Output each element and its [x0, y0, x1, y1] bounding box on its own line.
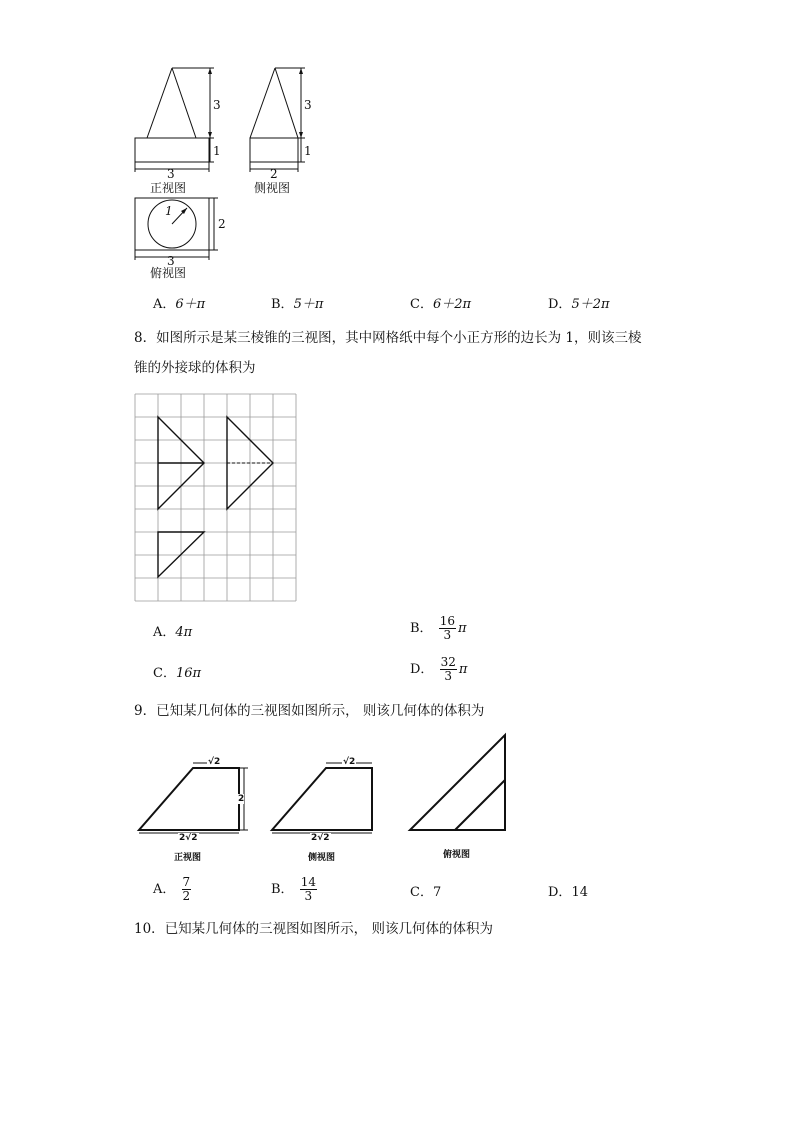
q7-option-a[interactable]: A．6＋π — [153, 297, 206, 312]
q9-side-top-dim: √2 — [343, 757, 356, 767]
q7-top-height-2: 2 — [218, 217, 226, 231]
q9-option-b[interactable]: B． $\frac{14}{3}$ — [271, 875, 316, 903]
q9-option-d[interactable]: D．14 — [548, 885, 588, 900]
q7-front-height-3: 3 — [213, 98, 221, 112]
q7-front-view-caption: 正视图 — [150, 181, 187, 195]
q7-front-width-3: 3 — [167, 167, 175, 181]
q7-option-d[interactable]: D．5＋2π — [548, 297, 610, 312]
q8-option-c[interactable]: C．16π — [153, 666, 202, 681]
q7-option-c[interactable]: C．6＋2π — [410, 297, 472, 312]
q7-front-height-1: 1 — [213, 144, 221, 158]
q9-option-a[interactable]: A． $\frac{7}{2}$ — [153, 875, 191, 903]
q9-side-view-caption: 侧视图 — [308, 853, 336, 863]
q9-front-bottom-dim: 2√2 — [179, 833, 198, 843]
q9-side-bottom-dim: 2√2 — [311, 833, 330, 843]
q9-stem: 9．已知某几何体的三视图如图所示， 则该几何体的体积为 — [134, 703, 485, 719]
q9-option-c[interactable]: C．7 — [410, 885, 442, 900]
q7-option-b[interactable]: B．5＋π — [271, 297, 324, 312]
q9-front-view-caption: 正视图 — [174, 853, 202, 863]
q7-top-width-3: 3 — [167, 254, 175, 268]
q8-option-a[interactable]: A．4π — [153, 625, 193, 640]
q10-stem: 10．已知某几何体的三视图如图所示， 则该几何体的体积为 — [134, 921, 493, 937]
q8-stem-line1: 8．如图所示是某三棱锥的三视图，其中网格纸中每个小正方形的边长为 1，则该三棱 — [134, 330, 642, 346]
q7-side-height-3: 3 — [304, 98, 312, 112]
q8-option-d[interactable]: D． $\frac{32}{3}$ π — [410, 655, 468, 683]
q7-top-view-caption: 俯视图 — [150, 266, 187, 280]
q9-front-height-dim: 2 — [238, 794, 245, 804]
q7-side-width-2: 2 — [270, 167, 278, 181]
q8-stem-line2: 锥的外接球的体积为 — [134, 360, 256, 376]
q7-side-view-caption: 侧视图 — [254, 181, 291, 195]
q7-side-height-1: 1 — [304, 144, 312, 158]
q9-top-view-caption: 俯视图 — [443, 850, 471, 860]
q7-top-radius-1: 1 — [165, 204, 173, 218]
q9-front-top-dim: √2 — [208, 757, 221, 767]
q8-option-b[interactable]: B． $\frac{16}{3}$ π — [410, 614, 467, 642]
